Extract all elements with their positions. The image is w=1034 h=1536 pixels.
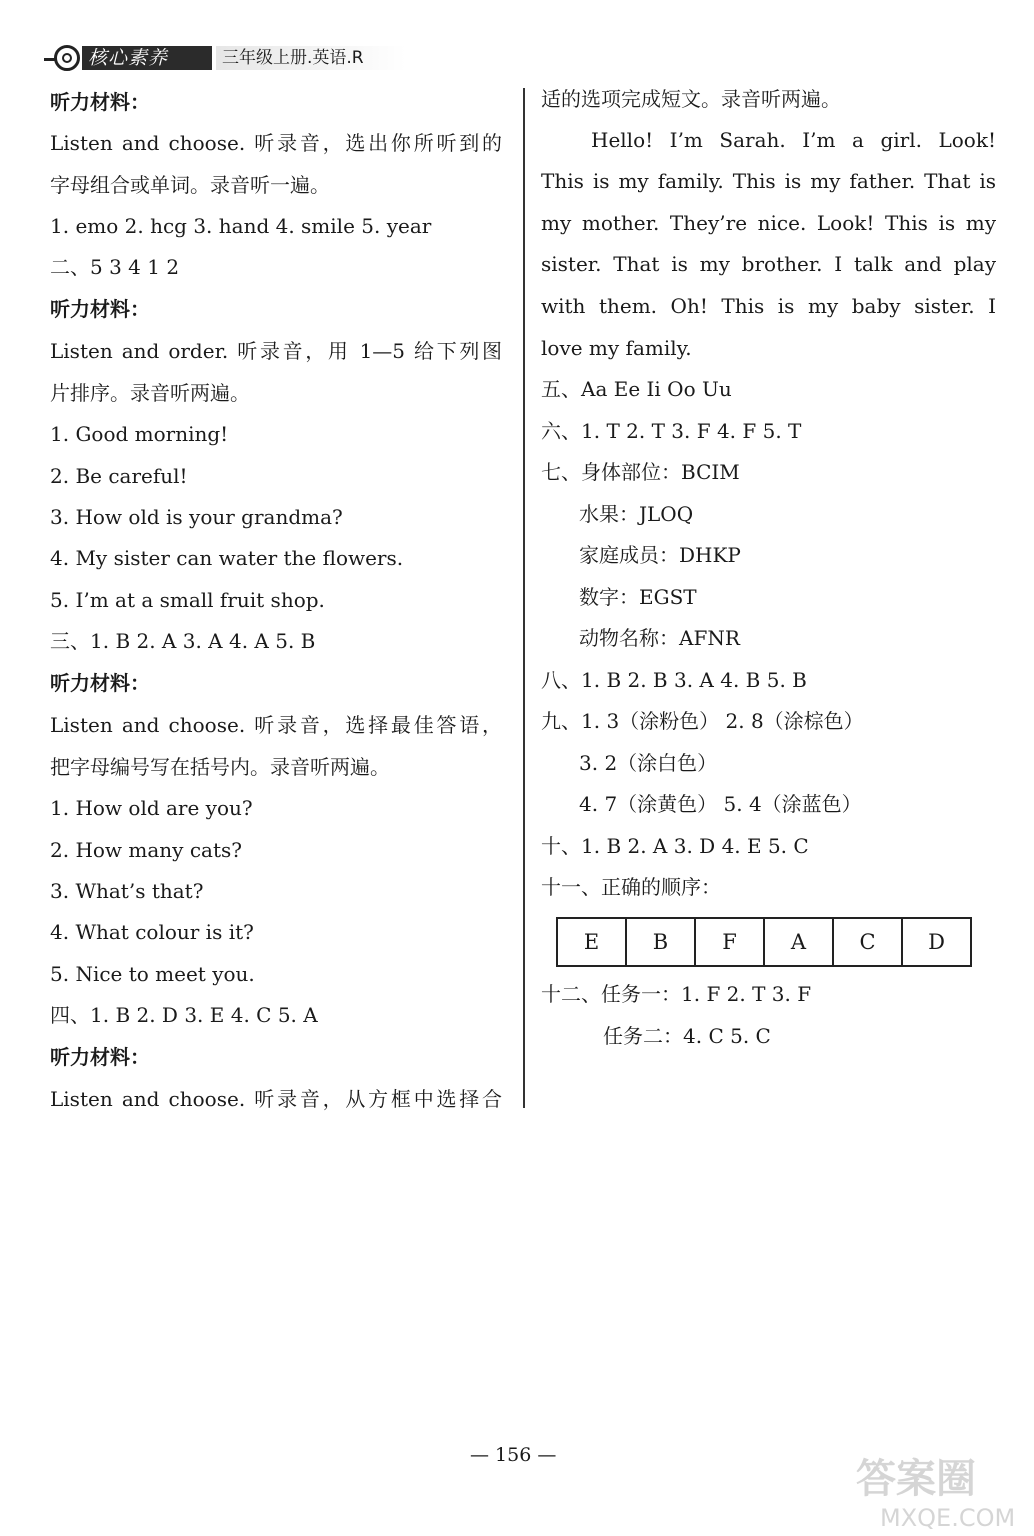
order-table [556,917,972,967]
answer-line: 任务二：4. C 5. C [603,1024,771,1048]
listening-heading: 听力材料： [50,90,150,114]
answer-line: 水果：JLOQ [579,502,694,526]
order-cell: C [833,918,902,966]
answer-line: 家庭成员：DHKP [579,543,741,567]
order-cell: E [557,918,626,966]
watermark-url: MXQE.COM [880,1504,1016,1532]
script-line: 4. My sister can water the flowers. [50,546,404,570]
instruction-line: Listen and choose. 听录音，选出你所听到的 [50,131,502,155]
answer-line: 九、1. 3（涂粉色） 2. 8（涂棕色） [541,709,864,733]
answer-line: 八、1. B 2. B 3. A 4. B 5. B [541,668,807,692]
watermark-text: 答案圈 [856,1456,976,1502]
passage-line: my mother. They’re nice. Look! This is my [541,211,996,235]
answer-line: 五、Aa Ee Ii Oo Uu [541,377,732,401]
instruction-line: Listen and choose. 听录音，从方框中选择合 [50,1087,502,1111]
answer-line: 动物名称：AFNR [579,626,740,650]
answer-line: 六、1. T 2. T 3. F 4. F 5. T [541,419,802,443]
script-line: 3. What’s that? [50,879,204,903]
script-line: 1. Good morning! [50,422,229,446]
script-line: 3. How old is your grandma? [50,505,343,529]
instruction-line: 把字母编号写在括号内。录音听两遍。 [50,755,390,779]
answer-line: 三、1. B 2. A 3. A 4. A 5. B [50,629,316,653]
answer-line: 3. 2（涂白色） [579,751,718,775]
instruction-line: Listen and order. 听录音，用 1—5 给下列图 [50,339,502,363]
page-header [44,44,364,74]
instruction-line: 字母组合或单词。录音听一遍。 [50,173,330,197]
answer-line: 十一、正确的顺序： [541,875,721,899]
order-cell: A [764,918,833,966]
answer-line: 十、1. B 2. A 3. D 4. E 5. C [541,834,809,858]
answer-line: 十二、任务一：1. F 2. T 3. F [541,982,812,1006]
script-line: 4. What colour is it? [50,920,254,944]
answer-line: 四、1. B 2. D 3. E 4. C 5. A [50,1003,318,1027]
listening-heading: 听力材料： [50,1045,150,1069]
order-cell: D [902,918,971,966]
table-row [557,918,971,966]
answer-line: 数字：EGST [579,585,697,609]
instruction-line: 片排序。录音听两遍。 [50,381,250,405]
column-divider [523,88,525,1108]
listening-heading: 听力材料： [50,671,150,695]
passage-line: love my family. [541,336,692,360]
page-number: — 156 — [470,1444,557,1466]
watermark-logo [850,1448,1030,1532]
instruction-line: Listen and choose. 听录音，选择最佳答语， [50,713,502,737]
script-line: 5. Nice to meet you. [50,962,255,986]
brand-name: 核心素养 [82,46,212,70]
passage-line: This is my family. This is my father. That is [541,169,996,193]
script-line: 5. I’m at a small fruit shop. [50,588,325,612]
passage-line: with them. Oh! This is my baby sister. I [541,294,996,318]
answer-line: 七、身体部位：BCIM [541,460,740,484]
script-line: 1. How old are you? [50,796,253,820]
order-cell: F [695,918,764,966]
answer-line: 1. emo 2. hcg 3. hand 4. smile 5. year [50,214,432,238]
book-title: 三年级上册.英语.R [216,46,406,70]
passage-line: Hello! I’m Sarah. I’m a girl. Look! [591,128,996,152]
order-cell: B [626,918,695,966]
passage-line: sister. That is my brother. I talk and play [541,252,996,276]
script-line: 2. How many cats? [50,838,242,862]
answer-line: 二、5 3 4 1 2 [50,255,180,279]
script-line: 2. Be careful! [50,464,188,488]
answer-line: 4. 7（涂黄色） 5. 4（涂蓝色） [579,792,862,816]
listening-heading: 听力材料： [50,297,150,321]
logo-circle-icon [54,45,80,71]
instruction-line: 适的选项完成短文。录音听两遍。 [541,87,841,111]
